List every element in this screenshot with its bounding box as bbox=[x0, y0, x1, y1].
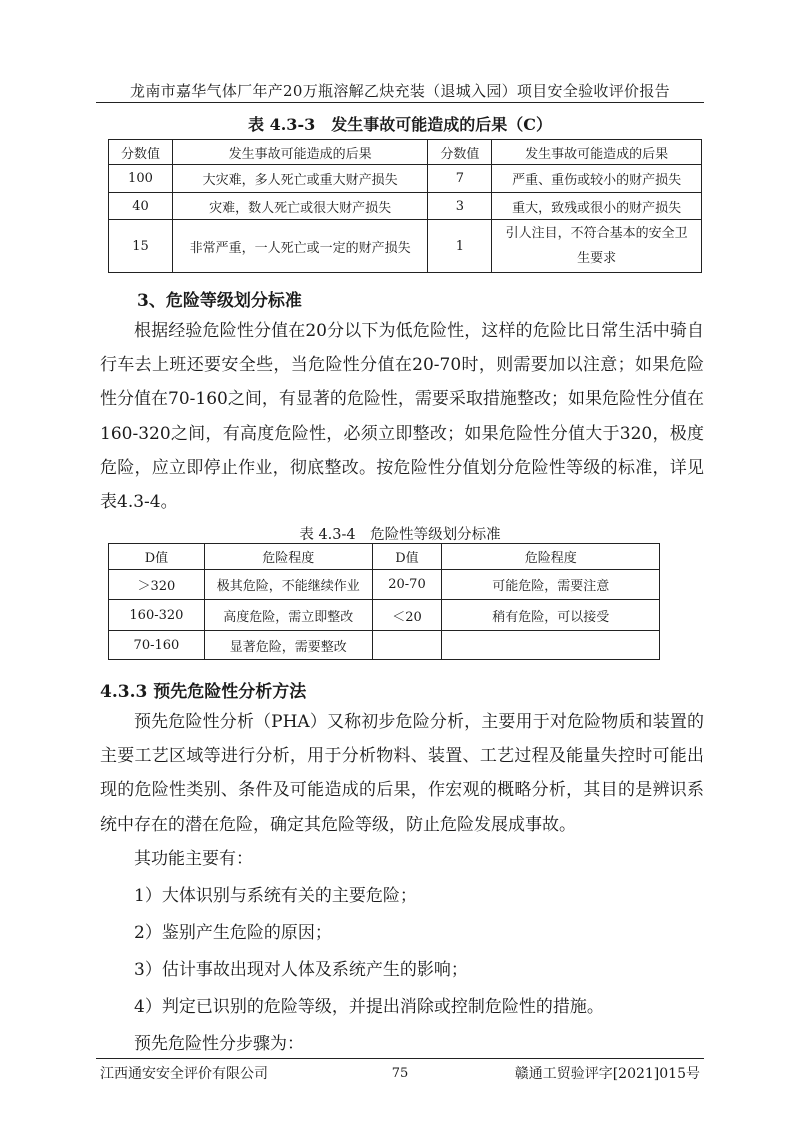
footer-document-number: 赣通工贸验评字[2021]015号 bbox=[514, 1066, 700, 1082]
table-cell: ＜20 bbox=[372, 600, 442, 631]
table-cell: 100 bbox=[109, 165, 173, 193]
page-header-title: 龙南市嘉华气体厂年产20万瓶溶解乙炔充装（退城入园）项目安全验收评价报告 bbox=[130, 82, 670, 100]
table-header-row bbox=[109, 544, 660, 570]
table-row bbox=[109, 165, 702, 193]
footer-divider bbox=[96, 1058, 704, 1059]
consequence-score-table bbox=[108, 139, 702, 273]
table-row bbox=[109, 193, 702, 220]
function-item: 3）估计事故出现对人体及系统产生的影响； bbox=[134, 960, 468, 980]
function-item: 2）鉴别产生危险的原因； bbox=[134, 923, 332, 943]
table-4-3-4-caption: 表 4.3-4 危险性等级划分标准 bbox=[299, 527, 501, 543]
table-cell: 引人注目，不符合基本的安全卫生要求 bbox=[492, 220, 702, 273]
header-cell: 发生事故可能造成的后果 bbox=[492, 140, 702, 165]
table-cell: 70-160 bbox=[109, 631, 205, 660]
table-cell: 大灾难，多人死亡或重大财产损失 bbox=[172, 165, 428, 193]
functions-intro: 其功能主要有： bbox=[134, 849, 253, 869]
table-cell: 20-70 bbox=[372, 570, 442, 600]
table-cell: 重大，致残或很小的财产损失 bbox=[492, 193, 702, 220]
header-cell: D值 bbox=[372, 544, 442, 570]
table-row bbox=[109, 600, 660, 631]
table-row bbox=[109, 220, 702, 273]
table-cell: 极其危险，不能继续作业 bbox=[204, 570, 372, 600]
table-cell: 40 bbox=[109, 193, 173, 220]
header-cell: 危险程度 bbox=[442, 544, 660, 570]
pha-paragraph: 预先危险性分析（PHA）又称初步危险分析，主要用于对危险物质和装置的主要工艺区域等进行分析，用于分析物料、装置、工艺过程及能量失控时可能出现的危险性类别、条件及可能造成的后果，作宏观的概略分析，其目的是辨识系统中存在的潜在危险，确定其危险等级，防止危险发展成事故。 bbox=[100, 712, 704, 835]
header-cell: D值 bbox=[109, 544, 205, 570]
table-cell: 稍有危险，可以接受 bbox=[442, 600, 660, 631]
hazard-grading-paragraph: 根据经验危险性分值在20分以下为低危险性，这样的危险比日常生活中骑自行车去上班还要安全些，当危险性分值在20-70时，则需要加以注意；如果危险性分值在70-160之间，有显著的危险性，需要采取措施整改；如果危险性分值在160-320之间，有高度危险性，必须立即整改；如果危险性分值大于320，极度危险，应立即停止作业，彻底整改。按危险性分值划分危险性等级的标准，详见表4.3-4。 bbox=[100, 321, 704, 513]
table-cell: 160-320 bbox=[109, 600, 205, 631]
table-row bbox=[109, 631, 660, 660]
function-item: 4）判定已识别的危险等级，并提出消除或控制危险性的措施。 bbox=[134, 997, 604, 1017]
table-cell: 非常严重，一人死亡或一定的财产损失 bbox=[172, 220, 428, 273]
table-cell: 高度危险，需立即整改 bbox=[204, 600, 372, 631]
header-cell: 发生事故可能造成的后果 bbox=[172, 140, 428, 165]
header-divider bbox=[96, 102, 704, 103]
table-cell: ＞320 bbox=[109, 570, 205, 600]
table-cell: 1 bbox=[428, 220, 492, 273]
table-cell: 灾难，数人死亡或很大财产损失 bbox=[172, 193, 428, 220]
footer-company: 江西通安安全评价有限公司 bbox=[100, 1066, 268, 1082]
hazard-level-table bbox=[108, 543, 660, 660]
header-cell: 危险程度 bbox=[204, 544, 372, 570]
table-row bbox=[109, 570, 660, 600]
table-cell bbox=[442, 631, 660, 660]
section-heading-hazard-grading: 3、危险等级划分标准 bbox=[137, 291, 302, 311]
table-cell: 3 bbox=[428, 193, 492, 220]
table-cell: 15 bbox=[109, 220, 173, 273]
table-cell: 可能危险，需要注意 bbox=[442, 570, 660, 600]
table-cell bbox=[372, 631, 442, 660]
section-heading-pha: 4.3.3 预先危险性分析方法 bbox=[100, 682, 307, 702]
table-header-row bbox=[109, 140, 702, 165]
page-number: 75 bbox=[391, 1066, 409, 1081]
table-cell: 严重、重伤或较小的财产损失 bbox=[492, 165, 702, 193]
table-4-3-3-caption: 表 4.3-3 发生事故可能造成的后果（C） bbox=[248, 115, 552, 134]
table-cell: 7 bbox=[428, 165, 492, 193]
header-cell: 分数值 bbox=[109, 140, 173, 165]
header-cell: 分数值 bbox=[428, 140, 492, 165]
table-cell: 显著危险，需要整改 bbox=[204, 631, 372, 660]
steps-intro: 预先危险性分步骤为： bbox=[134, 1034, 304, 1054]
function-item: 1）大体识别与系统有关的主要危险； bbox=[134, 886, 417, 906]
